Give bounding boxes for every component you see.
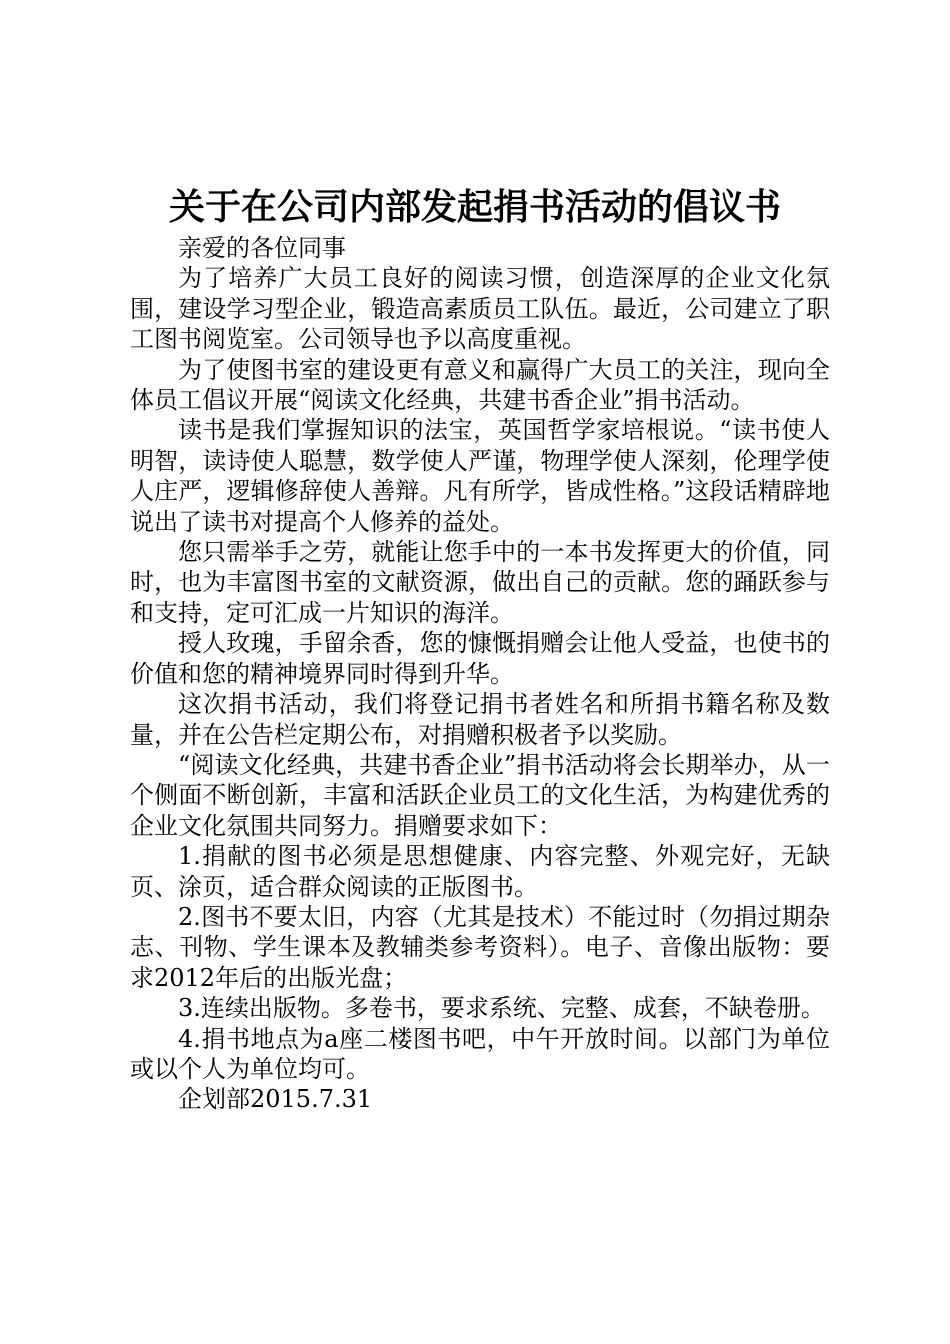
paragraph-6: 这次捐书活动，我们将登记捐书者姓名和所捐书籍名称及数量，并在公告栏定期公布，对捐赠积极者予以奖励。 [130, 690, 830, 749]
signature: 企划部2015.7.31 [178, 1085, 373, 1114]
paragraph-2: 为了使图书室的建设更有意义和赢得广大员工的关注，现向全体员工倡议开展“阅读文化经典，共建书香企业”捐书活动。 [130, 355, 830, 415]
document-body [130, 233, 830, 1115]
paragraph-4: 您只需举手之劳，就能让您手中的一本书发挥更大的价值，同时，也为丰富图书室的文献资源，做出自己的贡献。您的踊跃参与和支持，定可汇成一片知识的海洋。 [130, 538, 830, 627]
document-title: 关于在公司内部发起捐书活动的倡议书 [168, 187, 781, 228]
paragraph-5: 授人玫瑰，手留余香，您的慷慨捐赠会让他人受益，也使书的价值和您的精神境界同时得到升华。 [130, 629, 830, 688]
paragraph-7: “阅读文化经典，共建书香企业”捐书活动将会长期举办，从一个侧面不断创新，丰富和活跃企业员工的文化生活，为构建优秀的企业文化氛围共同努力。捐赠要求如下： [130, 750, 830, 840]
paragraph-3: 读书是我们掌握知识的法宝，英国哲学家培根说。“读书使人明智，读诗使人聪慧，数学使人严谨，物理学使人深刻，伦理学使人庄严，逻辑修辞使人善辩。凡有所学，皆成性格。”这段话精辟地说出了读书对提高个人修养的益处。 [130, 416, 830, 536]
paragraph-1: 为了培养广大员工良好的阅读习惯，创造深厚的企业文化氛围，建设学习型企业，锻造高素质员工队伍。最近，公司建立了职工图书阅览室。公司领导也予以高度重视。 [130, 264, 830, 354]
requirement-3: 3.连续出版物。多卷书，要求系统、完整、成套，不缺卷册。 [178, 994, 825, 1023]
requirement-4: 4.捐书地点为a座二楼图书吧，中午开放时间。以部门为单位或以个人为单位均可。 [130, 1024, 830, 1083]
requirement-1: 1.捐献的图书必须是思想健康、内容完整、外观完好，无缺页、涂页，适合群众阅读的正版图书。 [130, 842, 830, 901]
greeting: 亲爱的各位同事 [178, 234, 346, 262]
requirement-2: 2.图书不要太旧，内容（尤其是技术）不能过时（勿捐过期杂志、刊物、学生课本及教辅类参考资料）。电子、音像出版物：要求2012年后的出版光盘； [130, 902, 830, 992]
